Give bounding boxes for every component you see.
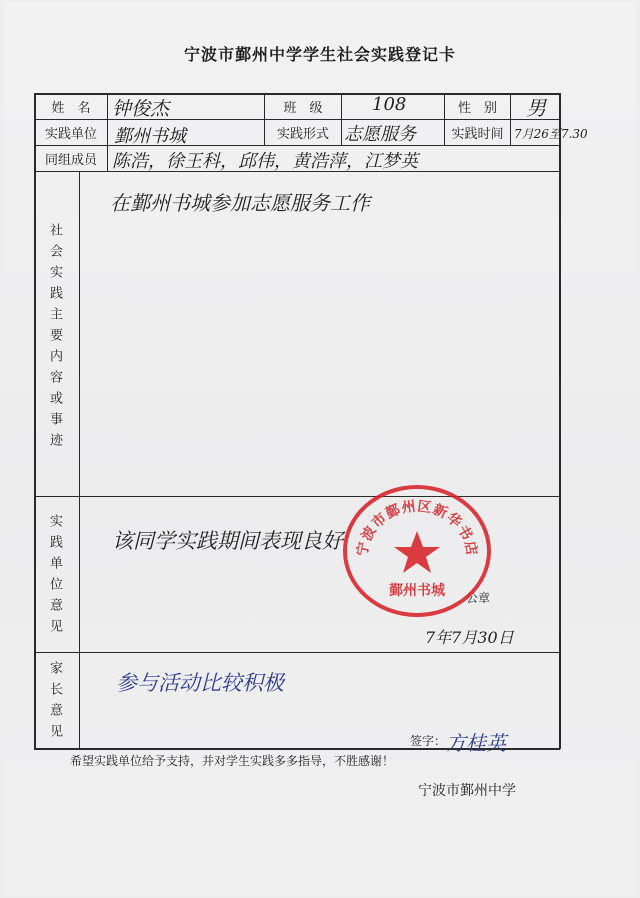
svg-text:鄞州书城: 鄞州书城 — [389, 583, 445, 599]
content-label: 社会实践主要内容或事迹 — [47, 222, 62, 454]
table-border-right — [559, 93, 561, 749]
footer-note: 希望实践单位给予支持，并对学生实践多多指导，不胜感谢！ — [70, 754, 395, 768]
column-divider — [341, 93, 342, 146]
name-label: 姓 名 — [51, 101, 91, 116]
members-value: 陈浩，徐王科，邱伟，黄浩萍，江梦英 — [112, 151, 418, 172]
unit-label: 实践单位 — [44, 127, 97, 142]
unit-value: 鄞州书城 — [114, 126, 186, 147]
unit-opinion-value: 该同学实践期间表现良好 — [112, 529, 343, 553]
column-divider — [79, 171, 80, 749]
class-label: 班 级 — [283, 101, 323, 116]
svg-text:宁波市鄞州区新华书店: 宁波市鄞州区新华书店 — [354, 498, 480, 558]
class-value: 108 — [372, 94, 407, 115]
form-label: 实践形式 — [276, 127, 329, 142]
members-label: 同组成员 — [44, 153, 97, 168]
column-divider — [107, 93, 108, 146]
parent-opinion-value: 参与活动比较积极 — [116, 671, 284, 695]
table-border-left — [34, 93, 36, 749]
row-divider — [34, 652, 560, 653]
name-value: 钟俊杰 — [112, 98, 170, 120]
column-divider — [510, 93, 511, 146]
content-value: 在鄞州书城参加志愿服务工作 — [110, 191, 370, 215]
seal-label: 公章 — [466, 591, 491, 605]
signature-label: 签字： — [410, 734, 447, 748]
gender-label: 性 别 — [457, 101, 497, 116]
time-value: 7月26至7.30 — [514, 127, 588, 141]
page-title: 宁波市鄞州中学学生社会实践登记卡 — [183, 45, 456, 64]
time-label: 实践时间 — [451, 127, 504, 142]
form-value: 志愿服务 — [344, 124, 416, 145]
unit-opinion-label: 实践单位意见 — [47, 514, 62, 640]
row-divider — [34, 145, 560, 146]
unit-date-value: 7年7月30日 — [425, 628, 514, 647]
gender-value: 男 — [526, 96, 546, 120]
signature-value: 方桂英 — [446, 731, 506, 755]
official-seal — [343, 485, 491, 617]
school-name: 宁波市鄞州中学 — [418, 783, 516, 799]
parent-opinion-label: 家长意见 — [47, 661, 62, 745]
column-divider — [107, 145, 108, 172]
